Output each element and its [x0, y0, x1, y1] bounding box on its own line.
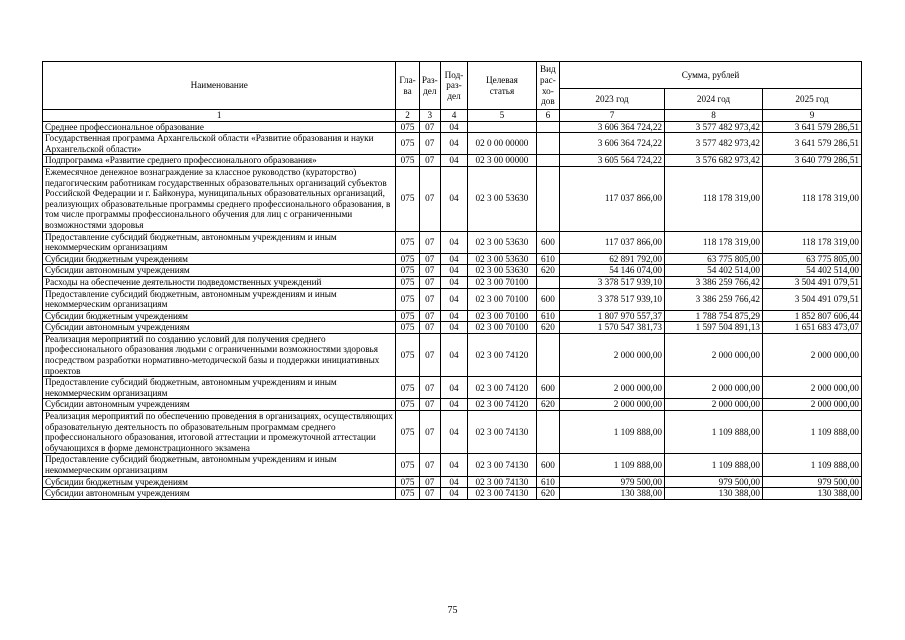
row-glava: 075: [396, 265, 419, 277]
row-vid-rashodov: 610: [536, 310, 559, 322]
row-glava: 075: [396, 121, 419, 133]
row-sum-2023: 3 605 564 724,22: [560, 155, 665, 167]
row-name: Реализация мероприятий по созданию условий для получения среднего профессионального образования людьми с ограниченными возможностями здоровья посредством разработки нормативно-методической базы и поддержки инициативных проектов: [43, 333, 396, 376]
row-name: Предоставление субсидий бюджетным, автономным учреждениям и иным некоммерческим организациям: [43, 288, 396, 310]
row-sum-2025: 3 641 579 286,51: [762, 133, 861, 155]
column-number: 4: [440, 110, 467, 122]
column-number: 6: [536, 110, 559, 122]
row-glava: 075: [396, 454, 419, 476]
header-podrazdel: Под- раз- дел: [440, 62, 467, 110]
row-podrazdel: 04: [440, 322, 467, 334]
column-number: 2: [396, 110, 419, 122]
column-number: 9: [762, 110, 861, 122]
row-razdel: 07: [419, 488, 440, 500]
row-name: Субсидии автономным учреждениям: [43, 399, 396, 411]
row-celevaya-statya: 02 3 00 53630: [468, 231, 537, 253]
column-number: 7: [560, 110, 665, 122]
row-sum-2025: 3 504 491 079,51: [762, 276, 861, 288]
table-row: [43, 377, 862, 399]
header-vid-rashodov: Вид рас- хо- дов: [536, 62, 559, 110]
header-year-2023: 2023 год: [560, 89, 665, 110]
row-razdel: 07: [419, 276, 440, 288]
row-vid-rashodov: 620: [536, 265, 559, 277]
row-vid-rashodov: 600: [536, 288, 559, 310]
row-celevaya-statya: 02 0 00 00000: [468, 133, 537, 155]
row-name: Субсидии бюджетным учреждениям: [43, 476, 396, 488]
row-sum-2025: 2 000 000,00: [762, 333, 861, 376]
row-glava: 075: [396, 411, 419, 454]
row-sum-2025: 3 504 491 079,51: [762, 288, 861, 310]
row-name: Ежемесячное денежное вознаграждение за классное руководство (кураторство) педагогическим работникам государственных образовательных организаций субъектов Российской Федерации и г. Байконура, муниципальных образовательных организаций, реализующих образовательные программы среднего профессионального образования, в том числе программы профессионального обучения для лиц с ограниченными возможностями здоровья: [43, 166, 396, 231]
row-sum-2023: 117 037 866,00: [560, 166, 665, 231]
row-sum-2024: 118 178 319,00: [665, 231, 763, 253]
row-sum-2024: 1 109 888,00: [665, 454, 763, 476]
row-sum-2023: 54 146 074,00: [560, 265, 665, 277]
row-celevaya-statya: 02 3 00 70100: [468, 276, 537, 288]
row-vid-rashodov: 600: [536, 377, 559, 399]
row-podrazdel: 04: [440, 166, 467, 231]
row-name: Субсидии автономным учреждениям: [43, 488, 396, 500]
table-row: [43, 333, 862, 376]
row-celevaya-statya: 02 3 00 74120: [468, 333, 537, 376]
row-vid-rashodov: [536, 166, 559, 231]
table-row: [43, 488, 862, 500]
row-glava: 075: [396, 322, 419, 334]
row-sum-2025: 3 641 579 286,51: [762, 121, 861, 133]
table-row: [43, 155, 862, 167]
row-name: Реализация мероприятий по обеспечению проведения в организациях, осуществляющих образовательную деятельность по образовательным программам среднего профессионального образования, итоговой аттестации и промежуточной аттестации обучающихся в форме демонстрационного экзамена: [43, 411, 396, 454]
row-sum-2023: 1 807 970 557,37: [560, 310, 665, 322]
row-glava: 075: [396, 231, 419, 253]
row-podrazdel: 04: [440, 133, 467, 155]
row-podrazdel: 04: [440, 265, 467, 277]
row-sum-2024: 1 109 888,00: [665, 411, 763, 454]
row-razdel: 07: [419, 476, 440, 488]
row-glava: 075: [396, 399, 419, 411]
row-sum-2024: 3 386 259 766,42: [665, 288, 763, 310]
row-sum-2024: 3 576 682 973,42: [665, 155, 763, 167]
row-name: Подпрограмма «Развитие среднего профессионального образования»: [43, 155, 396, 167]
row-glava: 075: [396, 310, 419, 322]
row-podrazdel: 04: [440, 333, 467, 376]
row-podrazdel: 04: [440, 276, 467, 288]
row-vid-rashodov: 600: [536, 454, 559, 476]
row-razdel: 07: [419, 399, 440, 411]
row-celevaya-statya: 02 3 00 53630: [468, 166, 537, 231]
header-row: [43, 62, 862, 89]
row-sum-2025: 979 500,00: [762, 476, 861, 488]
row-sum-2023: 2 000 000,00: [560, 377, 665, 399]
row-glava: 075: [396, 476, 419, 488]
row-podrazdel: 04: [440, 411, 467, 454]
row-sum-2024: 1 597 504 891,13: [665, 322, 763, 334]
row-sum-2023: 979 500,00: [560, 476, 665, 488]
table-row: [43, 310, 862, 322]
row-sum-2025: 1 651 683 473,07: [762, 322, 861, 334]
row-vid-rashodov: [536, 276, 559, 288]
row-glava: 075: [396, 155, 419, 167]
header-razdel: Раз- дел: [419, 62, 440, 110]
column-number: 8: [665, 110, 763, 122]
row-podrazdel: 04: [440, 399, 467, 411]
row-celevaya-statya: 02 3 00 74120: [468, 377, 537, 399]
row-sum-2024: 2 000 000,00: [665, 333, 763, 376]
row-razdel: 07: [419, 333, 440, 376]
header-celevaya-statya: Целевая статья: [468, 62, 537, 110]
row-razdel: 07: [419, 310, 440, 322]
row-sum-2025: 118 178 319,00: [762, 231, 861, 253]
table-row: [43, 399, 862, 411]
header-summa: Сумма, рублей: [560, 62, 862, 89]
row-podrazdel: 04: [440, 454, 467, 476]
row-vid-rashodov: [536, 155, 559, 167]
table-row: [43, 288, 862, 310]
row-celevaya-statya: 02 3 00 74130: [468, 411, 537, 454]
row-sum-2025: 118 178 319,00: [762, 166, 861, 231]
row-sum-2024: 3 577 482 973,42: [665, 133, 763, 155]
row-glava: 075: [396, 377, 419, 399]
row-celevaya-statya: [468, 121, 537, 133]
row-podrazdel: 04: [440, 288, 467, 310]
row-celevaya-statya: 02 3 00 74130: [468, 476, 537, 488]
row-sum-2024: 3 386 259 766,42: [665, 276, 763, 288]
row-glava: 075: [396, 488, 419, 500]
row-celevaya-statya: 02 3 00 70100: [468, 322, 537, 334]
row-celevaya-statya: 02 3 00 74130: [468, 488, 537, 500]
row-podrazdel: 04: [440, 310, 467, 322]
row-razdel: 07: [419, 265, 440, 277]
row-sum-2025: 1 109 888,00: [762, 411, 861, 454]
header-name: Наименование: [43, 62, 396, 110]
row-sum-2024: 979 500,00: [665, 476, 763, 488]
table-row: [43, 454, 862, 476]
row-vid-rashodov: 620: [536, 399, 559, 411]
row-celevaya-statya: 02 3 00 74120: [468, 399, 537, 411]
row-celevaya-statya: 02 3 00 74130: [468, 454, 537, 476]
row-podrazdel: 04: [440, 253, 467, 265]
row-sum-2025: 1 852 807 606,44: [762, 310, 861, 322]
row-sum-2023: 1 570 547 381,73: [560, 322, 665, 334]
row-celevaya-statya: 02 3 00 53630: [468, 265, 537, 277]
table-row: [43, 121, 862, 133]
row-sum-2024: 1 788 754 875,29: [665, 310, 763, 322]
row-sum-2023: 2 000 000,00: [560, 333, 665, 376]
row-sum-2023: 3 378 517 939,10: [560, 288, 665, 310]
table-row: [43, 253, 862, 265]
row-celevaya-statya: 02 3 00 70100: [468, 288, 537, 310]
row-razdel: 07: [419, 231, 440, 253]
row-sum-2025: 130 388,00: [762, 488, 861, 500]
row-name: Субсидии бюджетным учреждениям: [43, 310, 396, 322]
row-vid-rashodov: [536, 333, 559, 376]
row-sum-2024: 3 577 482 973,42: [665, 121, 763, 133]
row-sum-2025: 63 775 805,00: [762, 253, 861, 265]
row-razdel: 07: [419, 121, 440, 133]
row-podrazdel: 04: [440, 488, 467, 500]
table-row: [43, 133, 862, 155]
row-name: Государственная программа Архангельской области «Развитие образования и науки Архангельской области»: [43, 133, 396, 155]
row-name: Субсидии автономным учреждениям: [43, 265, 396, 277]
row-razdel: 07: [419, 166, 440, 231]
row-podrazdel: 04: [440, 231, 467, 253]
row-sum-2025: 1 109 888,00: [762, 454, 861, 476]
row-podrazdel: 04: [440, 155, 467, 167]
row-name: Предоставление субсидий бюджетным, автономным учреждениям и иным некоммерческим организациям: [43, 454, 396, 476]
row-sum-2024: 2 000 000,00: [665, 399, 763, 411]
row-name: Предоставление субсидий бюджетным, автономным учреждениям и иным некоммерческим организациям: [43, 377, 396, 399]
row-razdel: 07: [419, 377, 440, 399]
row-razdel: 07: [419, 288, 440, 310]
row-glava: 075: [396, 333, 419, 376]
row-vid-rashodov: [536, 411, 559, 454]
column-number: 3: [419, 110, 440, 122]
row-name: Предоставление субсидий бюджетным, автономным учреждениям и иным некоммерческим организациям: [43, 231, 396, 253]
row-podrazdel: 04: [440, 377, 467, 399]
row-sum-2023: 117 037 866,00: [560, 231, 665, 253]
row-glava: 075: [396, 133, 419, 155]
row-glava: 075: [396, 276, 419, 288]
table-row: [43, 276, 862, 288]
row-sum-2025: 2 000 000,00: [762, 399, 861, 411]
table-row: [43, 166, 862, 231]
row-glava: 075: [396, 253, 419, 265]
row-podrazdel: 04: [440, 121, 467, 133]
row-sum-2023: 130 388,00: [560, 488, 665, 500]
table-body: [43, 121, 862, 499]
row-sum-2024: 2 000 000,00: [665, 377, 763, 399]
row-glava: 075: [396, 166, 419, 231]
table-row: [43, 411, 862, 454]
row-vid-rashodov: [536, 121, 559, 133]
header-year-2025: 2025 год: [762, 89, 861, 110]
row-sum-2023: 3 378 517 939,10: [560, 276, 665, 288]
row-sum-2024: 54 402 514,00: [665, 265, 763, 277]
row-razdel: 07: [419, 411, 440, 454]
header-glava: Гла- ва: [396, 62, 419, 110]
row-vid-rashodov: 610: [536, 253, 559, 265]
row-razdel: 07: [419, 253, 440, 265]
row-name: Субсидии автономным учреждениям: [43, 322, 396, 334]
column-number-row: [43, 110, 862, 122]
table-row: [43, 322, 862, 334]
row-name: Расходы на обеспечение деятельности подведомственных учреждений: [43, 276, 396, 288]
row-razdel: 07: [419, 155, 440, 167]
row-glava: 075: [396, 288, 419, 310]
row-celevaya-statya: 02 3 00 53630: [468, 253, 537, 265]
column-number: 5: [468, 110, 537, 122]
row-sum-2025: 2 000 000,00: [762, 377, 861, 399]
row-razdel: 07: [419, 133, 440, 155]
row-vid-rashodov: 610: [536, 476, 559, 488]
table-row: [43, 476, 862, 488]
row-name: Субсидии бюджетным учреждениям: [43, 253, 396, 265]
row-sum-2024: 130 388,00: [665, 488, 763, 500]
budget-table: [42, 61, 862, 500]
header-year-2024: 2024 год: [665, 89, 763, 110]
row-celevaya-statya: 02 3 00 00000: [468, 155, 537, 167]
row-podrazdel: 04: [440, 476, 467, 488]
column-number: 1: [43, 110, 396, 122]
row-sum-2025: 54 402 514,00: [762, 265, 861, 277]
row-sum-2023: 3 606 364 724,22: [560, 121, 665, 133]
row-name: Среднее профессиональное образование: [43, 121, 396, 133]
page-number: 75: [447, 605, 458, 616]
row-vid-rashodov: 600: [536, 231, 559, 253]
table-row: [43, 231, 862, 253]
row-vid-rashodov: [536, 133, 559, 155]
row-razdel: 07: [419, 322, 440, 334]
row-sum-2024: 118 178 319,00: [665, 166, 763, 231]
row-razdel: 07: [419, 454, 440, 476]
row-sum-2023: 2 000 000,00: [560, 399, 665, 411]
row-sum-2023: 3 606 364 724,22: [560, 133, 665, 155]
row-sum-2023: 1 109 888,00: [560, 454, 665, 476]
row-vid-rashodov: 620: [536, 488, 559, 500]
row-vid-rashodov: 620: [536, 322, 559, 334]
row-sum-2023: 62 891 792,00: [560, 253, 665, 265]
row-sum-2024: 63 775 805,00: [665, 253, 763, 265]
row-sum-2025: 3 640 779 286,51: [762, 155, 861, 167]
row-sum-2023: 1 109 888,00: [560, 411, 665, 454]
table-row: [43, 265, 862, 277]
row-celevaya-statya: 02 3 00 70100: [468, 310, 537, 322]
